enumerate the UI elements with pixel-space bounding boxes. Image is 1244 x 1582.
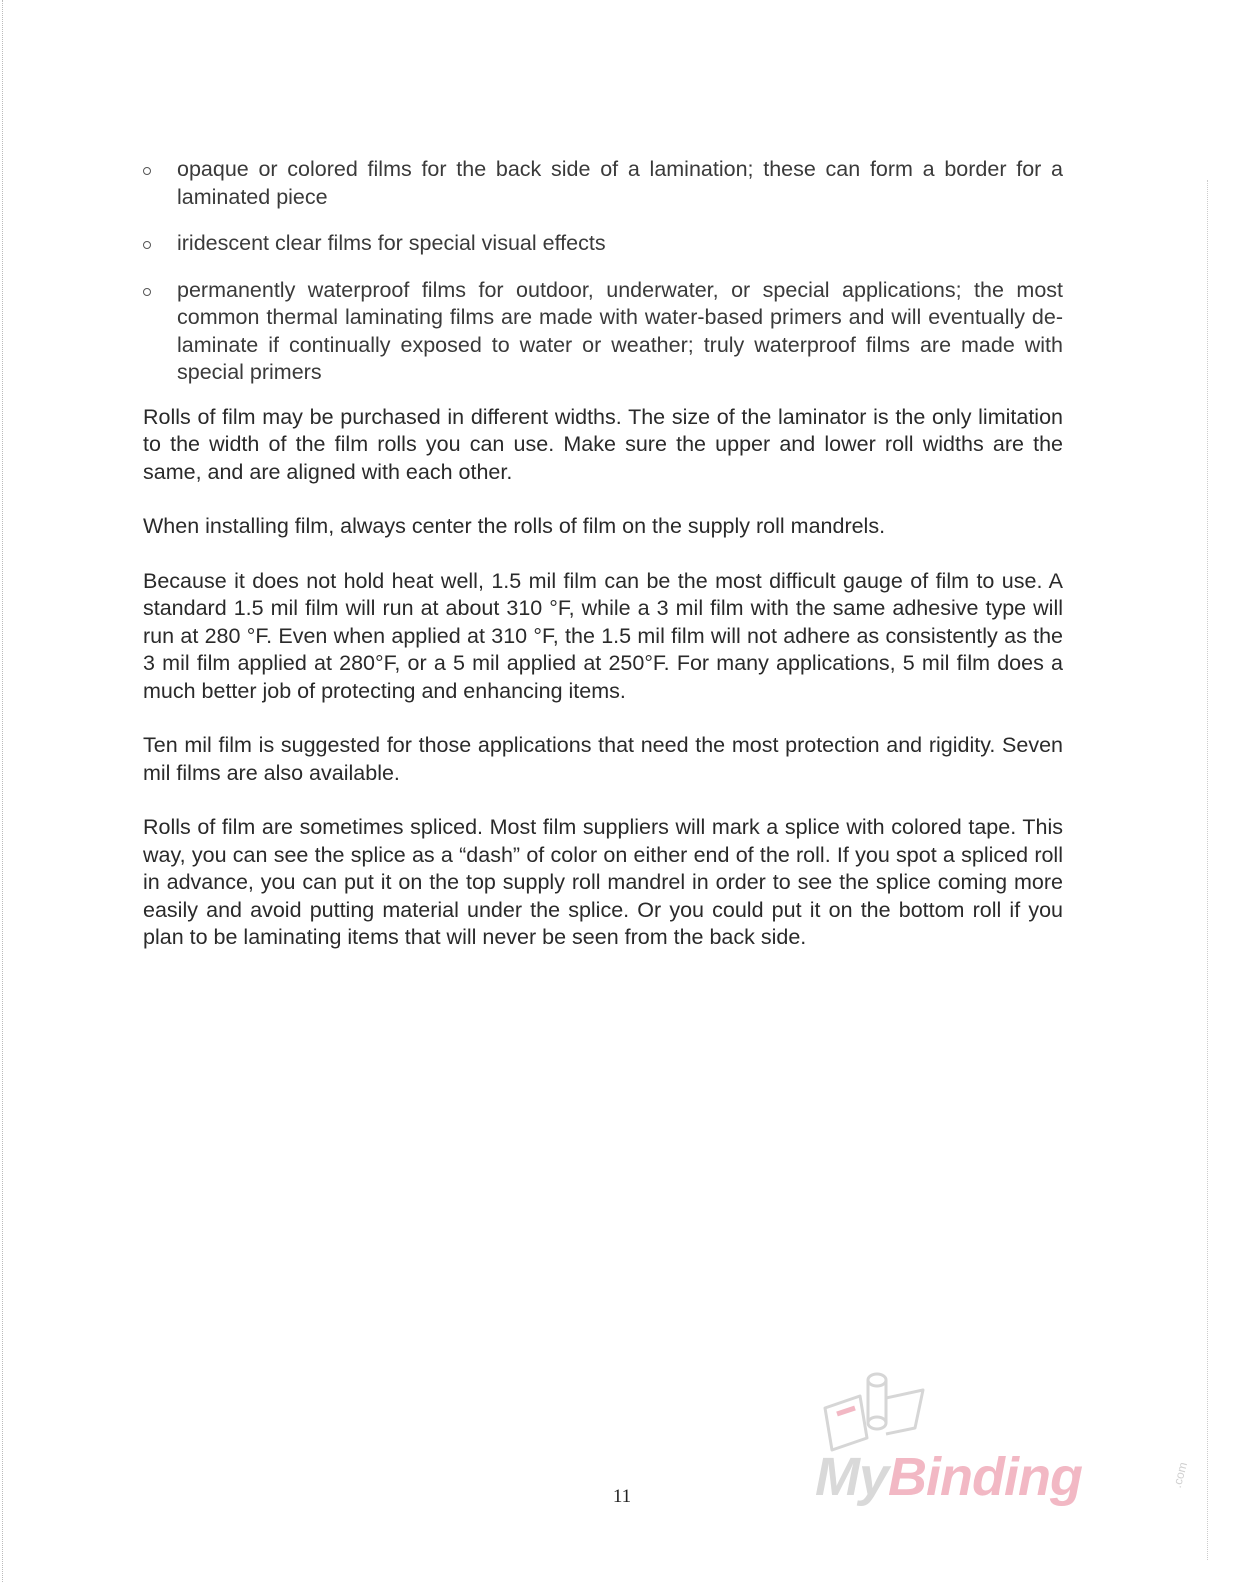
list-item bbox=[143, 230, 1063, 258]
watermark-wordmark bbox=[815, 1446, 1082, 1508]
paragraph-installing-film: When installing film, always center the rolls of film on the supply roll mandrels. bbox=[143, 514, 886, 538]
watermark-binding-text: Binding bbox=[888, 1447, 1082, 1507]
list-item-text: opaque or colored films for the back side of a lamination; these can form a border for a laminated piece bbox=[177, 157, 1063, 209]
page-number: 11 bbox=[612, 1486, 632, 1507]
left-scan-edge bbox=[2, 0, 4, 1582]
page-content bbox=[143, 156, 1063, 979]
list-item bbox=[143, 156, 1063, 211]
watermark-my-text: My bbox=[815, 1447, 889, 1507]
list-item-text: permanently waterproof films for outdoor, underwater, or special applications; the most common thermal laminating films are made with water-based primers and will eventually de-laminate if continually exposed to water or weather; truly waterproof films are made with special primers bbox=[177, 277, 1063, 384]
film-types-list bbox=[143, 156, 1063, 387]
bullet-icon bbox=[143, 167, 151, 175]
paragraph-film-widths: Rolls of film may be purchased in different widths. The size of the laminator is the only limitation to the width of the film rolls you can use. Make sure the upper and lower roll widths are the same, and are aligned with each other. bbox=[143, 404, 1063, 484]
paragraph-spliced-rolls: Rolls of film are sometimes spliced. Most film suppliers will mark a splice with colored tape. This way, you can see the splice as a “dash” of color on either end of the roll. If you spot a spliced roll in advance, you can put it on the top supply roll mandrel in order to see the splice coming more easily and avoid putting material under the splice. Or you could put it on the bottom roll if you plan to be laminating items that will never be seen from the back side. bbox=[143, 815, 1063, 949]
paragraph-ten-mil-film: Ten mil film is suggested for those applications that need the most protection and rigidity. Seven mil films are also available. bbox=[143, 733, 1063, 785]
right-scan-edge bbox=[1207, 180, 1209, 1560]
bullet-icon bbox=[143, 241, 151, 249]
watermark-com-text: .com bbox=[1169, 1460, 1191, 1490]
mybinding-watermark bbox=[815, 1368, 1195, 1518]
bullet-icon bbox=[143, 288, 151, 296]
list-item bbox=[143, 277, 1063, 387]
list-item-text: iridescent clear films for special visual effects bbox=[177, 231, 606, 255]
laminator-rolls-icon bbox=[815, 1368, 945, 1453]
paragraph-film-gauge: Because it does not hold heat well, 1.5 mil film can be the most difficult gauge of film to use. A standard 1.5 mil film will run at about 310 °F, while a 3 mil film with the same adhesive type will run at 280 °F. Even when applied at 310 °F, the 1.5 mil film will not adhere as consistently as the 3 mil film applied at 280°F, or a 5 mil applied at 250°F. For many applications, 5 mil film does a much better job of protecting and enhancing items. bbox=[143, 568, 1063, 703]
